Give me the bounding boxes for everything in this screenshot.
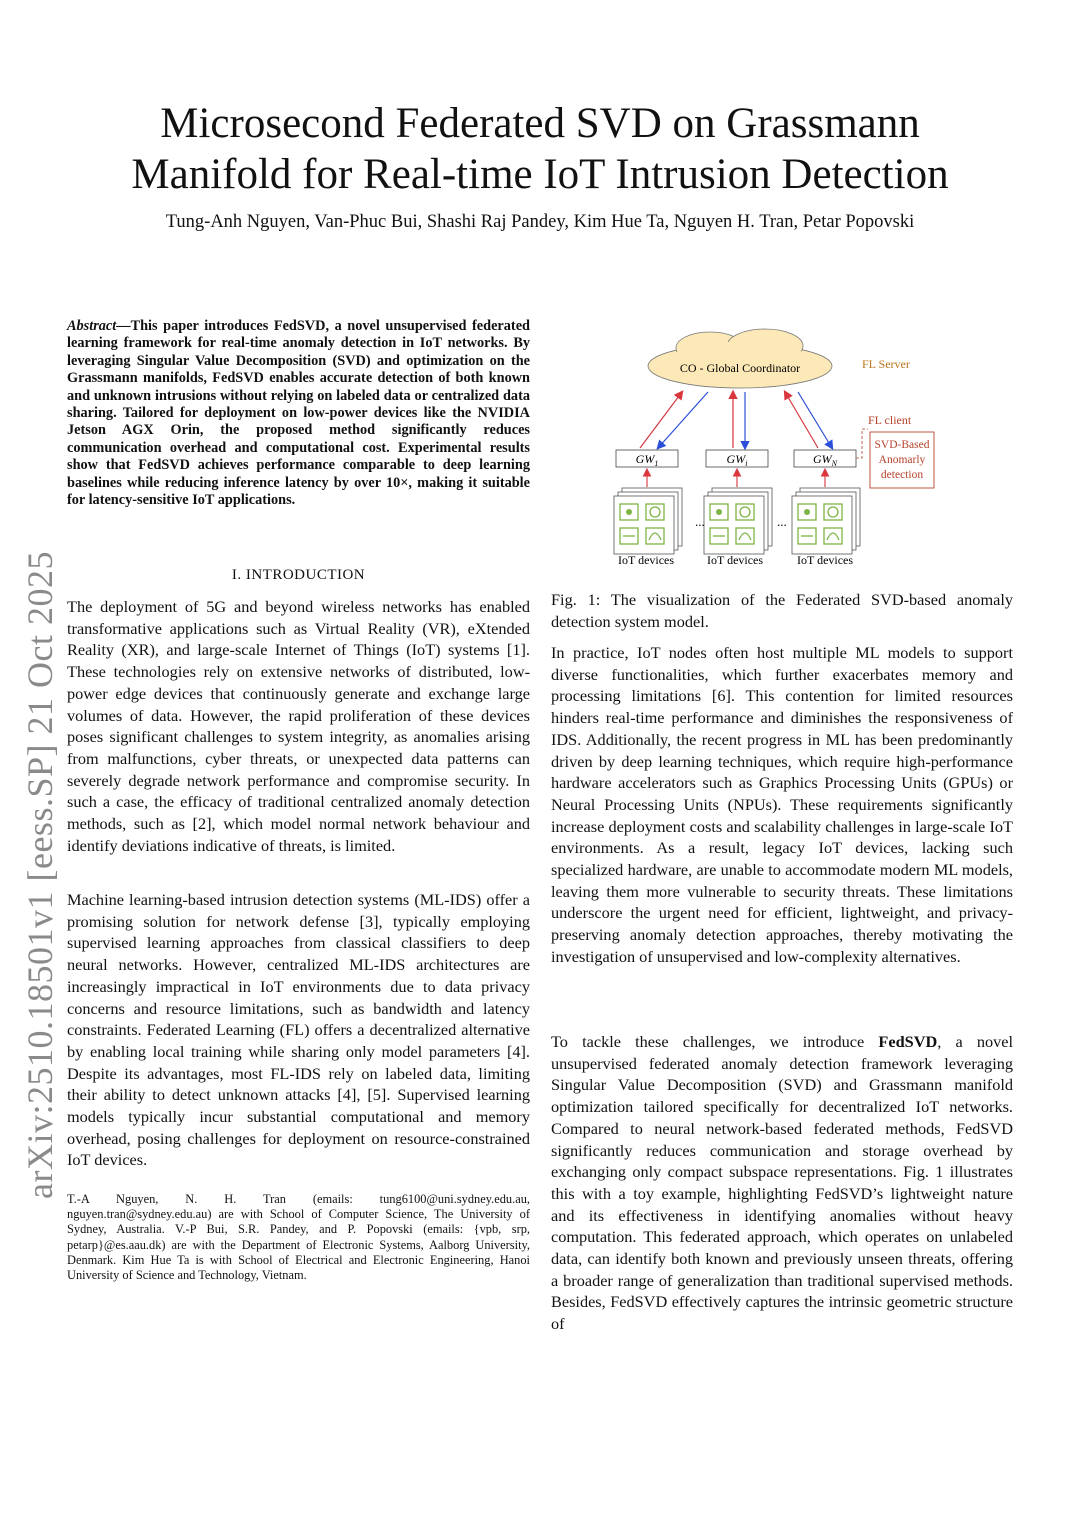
intro-paragraph-1: The deployment of 5G and beyond wireless networks has enabled transformative applications such as Virtual Reality (VR), eXtended Reality (XR), and large-scale Internet of Things (IoT) systems [1]. These technologies rely on extensive networks of distributed, low-power edge devices that continuously generate and exchange large volumes of data. However, the rapid proliferation of these devices poses significant challenges to system integrity, as anomalies arising from malfunctions, cyber threats, or unexpected data patterns can severely degrade network performance and compromise security. In such a case, the efficacy of traditional centralized anomaly detection methods, such as [2], which model normal network behaviour and identify deviations indicative of threats, is limited. — [67, 597, 530, 855]
title-line-1: Microsecond Federated SVD on Grassmann — [160, 100, 920, 147]
gateway-1-sub: 1 — [654, 459, 659, 468]
gateway-1-label: GW — [635, 452, 655, 466]
abstract-text: —This paper introduces FedSVD, a novel unsupervised federated learning framework for real-time anomaly detection in IoT networks. By leveraging Singular Value Decomposition (SVD) and optimization on the Grassmann manifolds, FedSVD enables accurate detection of both known and unknown intrusions without relying on labeled data or centralized data sharing. Tailored for deployment on low-power devices like the NVIDIA Jetson AGX Orin, the proposed method significantly reduces communication overhead and computational cost. Experimental results show that FedSVD achieves performance comparable to deep learning baselines while reducing inference latency by over 10×, making it suitable for latency-sensitive IoT applications. — [67, 318, 530, 509]
upload-arrow-1 — [640, 392, 682, 448]
figure-caption: Fig. 1: The visualization of the Federated SVD-based anomaly detection system model. — [551, 590, 1013, 631]
author-footnote: T.-A Nguyen, N. H. Tran (emails: tung6100@uni.sydney.edu.au, nguyen.tran@sydney.edu.au) are with School of Computer Science, The University of Sydney, Australia. V.-P Bui, S.R. Pandey, and P. Popovski (emails: {vpb, srp, petarp}@es.aau.dk) are with the Department of Electronic Systems, Aalborg University, Denmark. Kim Hue Ta is with School of Electrical and Electronic Engineering, Hanoi University of Science and Technology, Vietnam. — [67, 1192, 530, 1283]
fl-server-label: FL Server — [862, 357, 910, 371]
svd-box-line-3: detection — [880, 469, 924, 481]
arxiv-id: arXiv:2510.18501v1 [eess.SP] 21 Oct 2025 — [20, 551, 60, 1199]
abstract-label: Abstract — [67, 318, 117, 334]
figure-1 — [600, 322, 940, 572]
svd-box-line-1: SVD-Based — [874, 439, 930, 451]
device-group-i — [704, 488, 772, 554]
paper-title — [60, 98, 1020, 200]
device-label-i: IoT devices — [706, 553, 764, 567]
svg-text:GWi — [727, 452, 748, 468]
gateway-n-sub: N — [831, 459, 838, 468]
fedsvd-bold: FedSVD — [878, 1032, 938, 1051]
author-list: Tung-Anh Nguyen, Van-Phuc Bui, Shashi Raj Pandey, Kim Hue Ta, Nguyen H. Tran, Petar Popovski — [165, 212, 915, 232]
device-label-n: IoT devices — [796, 553, 854, 567]
cloud-icon — [648, 329, 832, 388]
section-heading-introduction: I. INTRODUCTION — [231, 567, 366, 583]
device-label-1: IoT devices — [617, 553, 675, 567]
intro-paragraph-2: Machine learning-based intrusion detection systems (ML-IDS) offer a promising solution for network defense [3], typically employing supervised learning approaches from classical classifiers to deep neural networks. However, centralized ML-IDS architectures are increasingly impractical in IoT environments due to data privacy concerns and resource limitations, such as bandwidth and latency constraints. Federated Learning (FL) offers a decentralized alternative by enabling local training while sharing only model parameters [4]. Despite its advantages, most FL-IDS rely on labeled data, limiting their ability to detect unknown attacks [4], [5]. Supervised learning models typically incur substantial computational and memory overhead, posing challenges for deployment on resource-constrained IoT devices. — [67, 890, 530, 1170]
upload-arrow-n — [785, 392, 818, 448]
device-group-n — [792, 488, 860, 554]
gateway-n-label: GW — [812, 452, 832, 466]
intro-paragraph-4 — [551, 1031, 1013, 1335]
title-line-2: Manifold for Real-time IoT Intrusion Detection — [131, 151, 949, 198]
coordinator-label: CO - Global Coordinator — [679, 361, 801, 375]
ellipsis-1: ... — [695, 514, 705, 529]
p4-lead: To tackle these challenges, we introduce — [551, 1032, 879, 1051]
svd-box-line-2: Anomarly — [878, 454, 926, 466]
fl-client-label: FL client — [868, 413, 912, 427]
ellipsis-2: ... — [777, 514, 787, 529]
intro-paragraph-3: In practice, IoT nodes often host multiple ML models to support diverse functionalities, which further exacerbates memory and processing limitations [6]. This contention for limited resources hinders real-time performance and diminishes the responsiveness of IDS. Additionally, the recent progress in ML has been predominantly driven by deep learning techniques, which require high-performance hardware accelerators such as Graphics Processing Units (GPUs) or Neural Processing Units (NPUs). These requirements significantly increase deployment costs and scalability challenges in large-scale IoT environments. As a result, legacy IoT devices, lacking such specialized hardware, are unable to accommodate modern ML models, leaving them more vulnerable to security threats. These limitations underscore the urgent need for efficient, lightweight, and privacy-preserving anomaly detection approaches, thereby motivating the investigation of unsupervised and low-complexity alternatives. — [551, 643, 1013, 966]
device-group-1 — [614, 488, 682, 554]
gateway-i-sub: i — [745, 459, 748, 468]
download-arrow-1 — [658, 392, 708, 448]
gateway-i-label: GW — [726, 452, 746, 466]
abstract — [67, 318, 530, 509]
p4-rest: , a novel unsupervised federated anomaly detection framework leveraging Singular Value Decomposition (SVD) and Grassmann manifold optimization tailored specifically for decentralized IoT networks. Compared to neural network-based federated methods, FedSVD significantly reduces communication and storage overhead by exchanging only compact subspace representations. Fig. 1 illustrates this with a toy example, highlighting FedSVD’s lightweight nature and its effectiveness in identifying anomalies without heavy computation. This federated approach, which operates on unlabeled data, can identify both known and previously unseen threats, offering a broader range of generalization than traditional supervised methods. Besides, FedSVD effectively captures the intrinsic geometric structure of — [551, 1032, 1013, 1334]
download-arrow-n — [798, 392, 832, 448]
arxiv-watermark — [10, 430, 70, 1320]
